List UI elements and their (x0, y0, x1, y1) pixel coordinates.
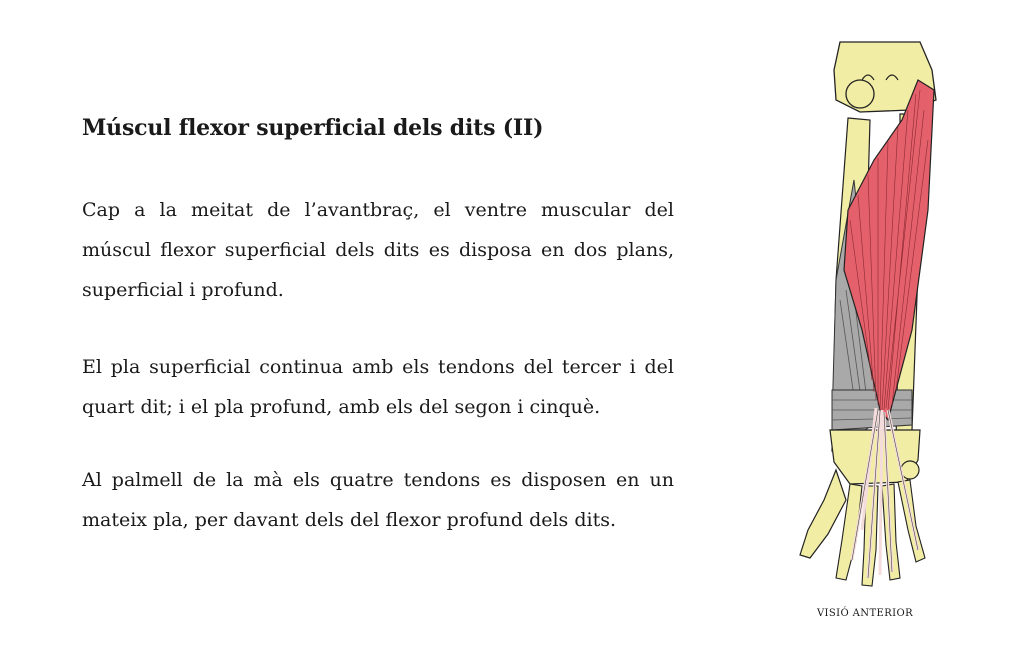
forearm-anatomy-illustration (770, 30, 970, 600)
thumb-bone (800, 470, 846, 558)
paragraph-3: Al palmell de la mà els quatre tendons es disposen en un mateix pla, per davant dels del flexor profund dels dits. (82, 469, 674, 531)
paragraph-1: Cap a la meitat de l’avantbraç, el ventre muscular del múscul flexor superficial dels dits es disposa en dos plans, superficial i profund. (82, 199, 674, 301)
text-column (82, 110, 674, 540)
paragraph-2: El pla superficial continua amb els tendons del tercer i del quart dit; i el pla profund, amb els del segon i cinquè. (82, 356, 674, 418)
radial-head (846, 80, 874, 108)
page-title: Múscul flexor superficial dels dits (II) (82, 115, 544, 141)
figure-caption: VISIÓ ANTERIOR (816, 608, 914, 619)
